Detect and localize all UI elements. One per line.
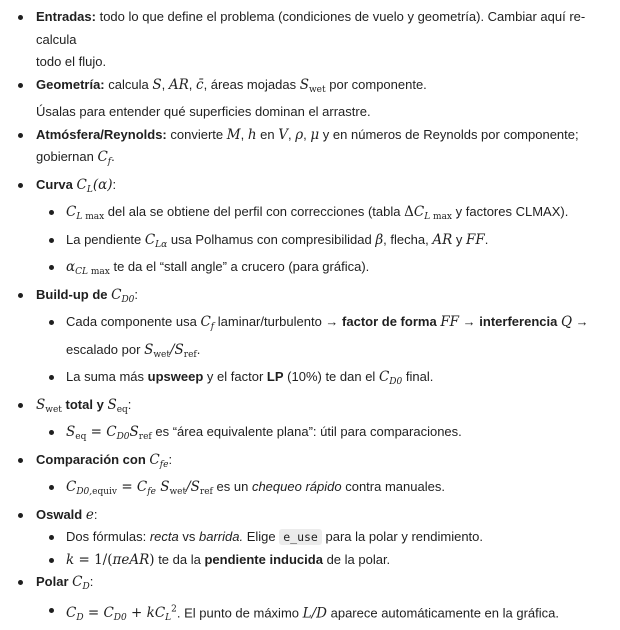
notes-list [12, 6, 606, 630]
item-title: Geometría: [36, 76, 105, 92]
sub-item: La pendiente $C_{L\alpha}$ usa Polhamus con compresibilidad β, flecha, AR y FF. [36, 229, 606, 257]
list-item-curva: Curva $C_L(\alpha)$: $C_{L max}$ del ala se obtiene del perfil con correcciones (tabla $\Delta C_{L max}$ y factores CLMAX). La pendiente $C_{L\alpha}$ usa Polhamus con compresibilidad β, flecha, AR y FF. $\alpha_{CL max}$ te da el “stall angle” a crucero (para gráfica). [12, 174, 606, 284]
list-item-comparacion: Comparación con $C_{fe}$: $C_{D0,equiv} = C_{fe}$ $S_{wet}/S_{ref}$ es un chequeo rápido contra manuales. [12, 449, 606, 504]
sub-item: Dos fórmulas: recta vs barrida. Elige e_use para la polar y rendimiento. [36, 526, 606, 549]
item-title: Curva [36, 176, 73, 192]
list-item-polar: Polar $C_D$: $C_D = C_{D0} + kC_L^2$. El punto de máximo L/D aparece automáticamente en la gráfica. [12, 571, 606, 630]
item-title: Comparación con [36, 451, 146, 467]
code-e-use: e_use [279, 529, 322, 545]
item-title: Polar [36, 574, 69, 589]
item-title: Oswald [36, 506, 83, 522]
sub-item: $S_{eq} = C_{D0}S_{ref}$ es “área equivalente plana”: útil para comparaciones. [36, 421, 606, 449]
item-title: Build-up de [36, 286, 108, 302]
sub-item: $C_{L max}$ del ala se obtiene del perfil con correcciones (tabla $\Delta C_{L max}$ y factores CLMAX). [36, 201, 606, 229]
sub-item: $C_{D0,equiv} = C_{fe}$ $S_{wet}/S_{ref}$ es un chequeo rápido contra manuales. [36, 476, 606, 504]
list-item-swet: $S_{wet}$ total y $S_{eq}$: $S_{eq} = C_{D0}S_{ref}$ es “área equivalente plana”: útil para comparaciones. [12, 394, 606, 449]
item-title: Atmósfera/Reynolds: [36, 126, 167, 142]
list-item-atmosfera: Atmósfera/Reynolds: convierte M, h en V, ρ, μ y en números de Reynolds por componente; gobiernan $C_f$. [12, 124, 606, 174]
item-title: Entradas: [36, 9, 96, 24]
item-title: total y [65, 396, 104, 412]
sub-item: Cada componente usa $C_f$ laminar/turbulento → factor de forma FF → interferencia Q → escalado por $S_{wet}/S_{ref}$. [36, 311, 606, 366]
sub-item: $\alpha_{CL max}$ te da el “stall angle” a crucero (para gráfica). [36, 256, 606, 284]
list-item-geometria: Geometría: calcula S, AR, c̄, áreas mojadas $S_{wet}$ por componente. Úsalas para entender qué superficies dominan el arrastre. [12, 74, 606, 124]
list-item-buildup: Build-up de $C_{D0}$: Cada componente usa $C_f$ laminar/turbulento → factor de forma FF → interferencia Q → escalado por $S_{wet}/S_{ref}$. La suma más upsweep y el factor LP (10%) te dan el $C_{D0}$ final. [12, 284, 606, 394]
list-item-oswald: Oswald e: Dos fórmulas: recta vs barrida. Elige e_use para la polar y rendimiento. k = 1/(πeAR) te da la pendiente inducida de la polar. [12, 504, 606, 572]
sub-item: $C_D = C_{D0} + kC_L^2$. El punto de máximo L/D aparece automáticamente en la gráfica. [36, 599, 606, 630]
sub-item: k = 1/(πeAR) te da la pendiente inducida de la polar. [36, 549, 606, 572]
list-item-entradas: Entradas: todo lo que define el problema (condiciones de vuelo y geometría). Cambiar aquí re-calcula todo el flujo. [12, 6, 606, 74]
sub-item: La suma más upsweep y el factor LP (10%) te dan el $C_{D0}$ final. [36, 366, 606, 394]
